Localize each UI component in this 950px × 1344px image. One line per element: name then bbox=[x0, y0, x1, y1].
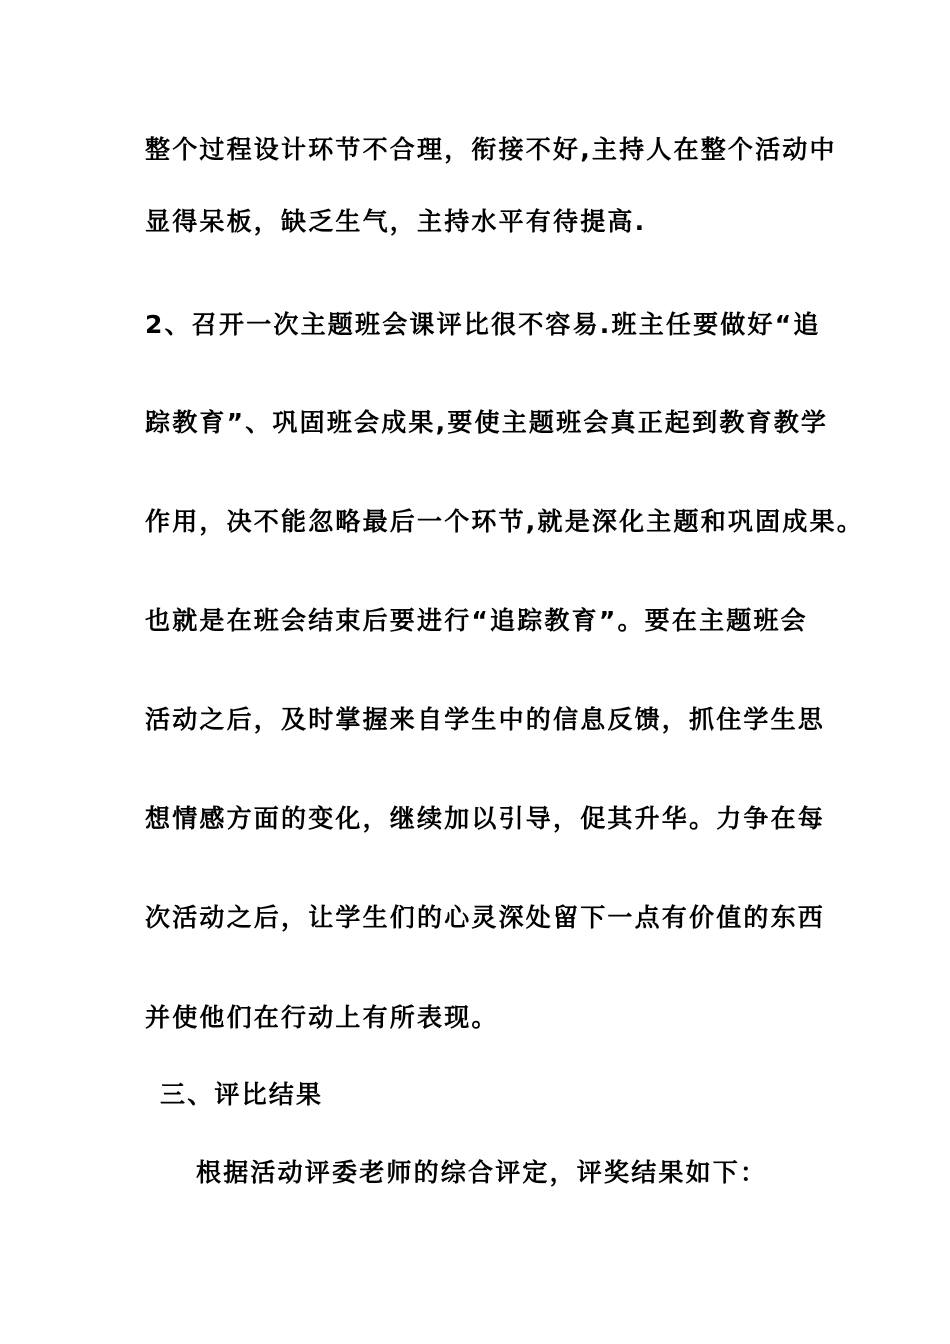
paragraph-line: 整个过程设计环节不合理，衔接不好,主持人在整个活动中 bbox=[145, 135, 837, 164]
paragraph-line: 作用，决不能忽略最后一个环节,就是深化主题和巩固成果。 bbox=[145, 507, 864, 536]
paragraph-line: 也就是在班会结束后要进行“追踪教育”。要在主题班会 bbox=[145, 606, 808, 635]
closing-paragraph: 根据活动评委老师的综合评定，评奖结果如下： bbox=[196, 1158, 768, 1187]
paragraph-line: 活动之后，及时掌握来自学生中的信息反馈，抓住学生思 bbox=[145, 705, 826, 734]
paragraph-line: 想情感方面的变化，继续加以引导，促其升华。力争在每 bbox=[145, 804, 826, 833]
paragraph-line: 次活动之后，让学生们的心灵深处留下一点有价值的东西 bbox=[145, 903, 826, 932]
paragraph-line: 显得呆板，缺乏生气，主持水平有待提高. bbox=[145, 207, 647, 236]
paragraph-line: 并使他们在行动上有所表现。 bbox=[145, 1003, 499, 1032]
paragraph-line: 踪教育”、巩固班会成果,要使主题班会真正起到教育教学 bbox=[145, 408, 829, 437]
section-heading: 三、评比结果 bbox=[160, 1080, 324, 1109]
paragraph-line: 2、召开一次主题班会课评比很不容易.班主任要做好“追 bbox=[145, 310, 821, 339]
